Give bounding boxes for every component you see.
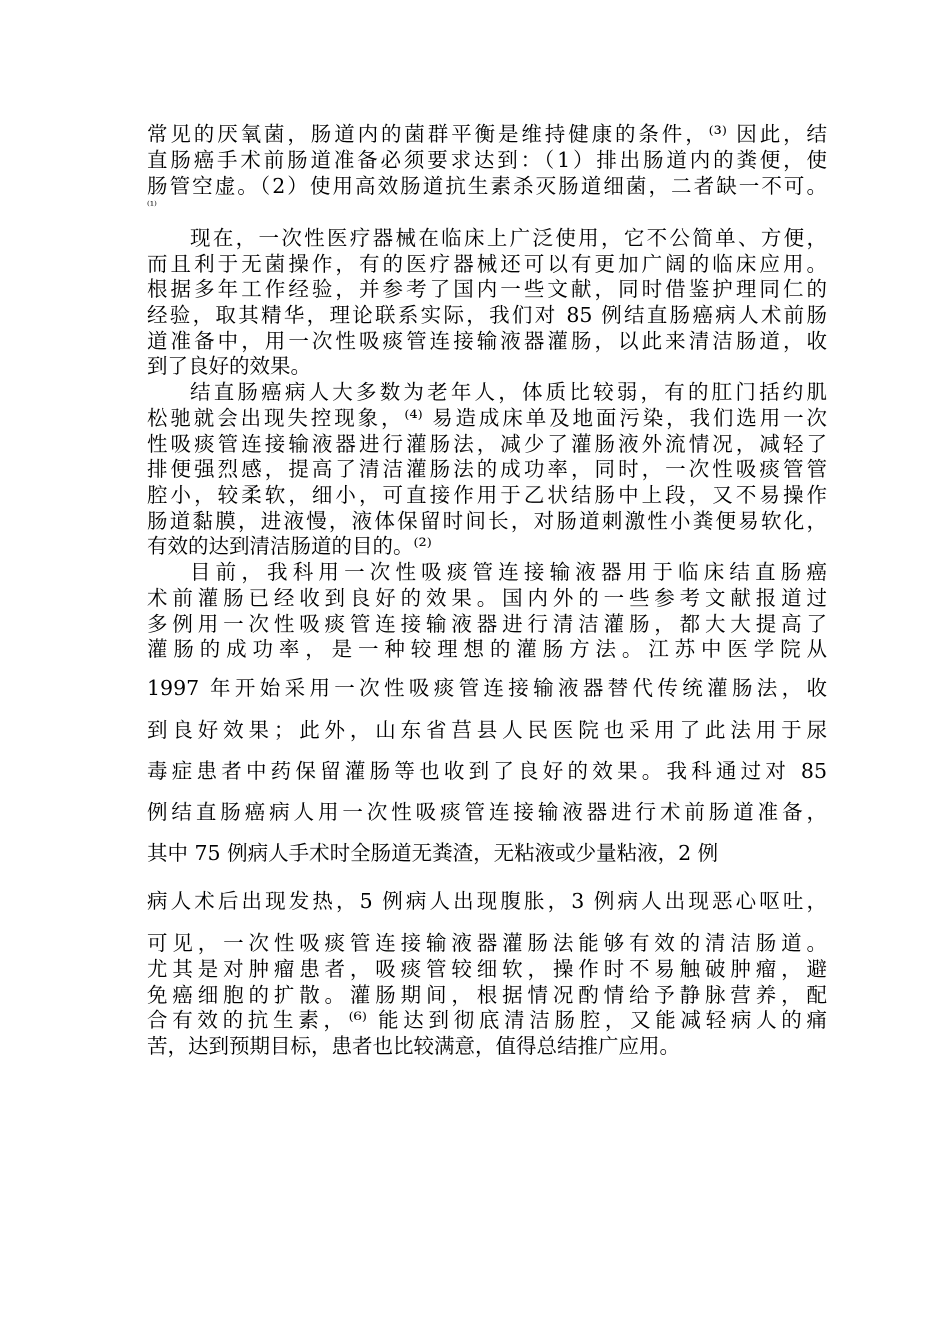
text-line: 到了良好的效果。 [147, 354, 311, 378]
text-line: 可见，一次性吸痰管连接输液器灌肠法能够有效的清洁肠道。 [147, 931, 827, 955]
text-line: 性吸痰管连接输液器进行灌肠法，减少了灌肠液外流情况，减轻了 [147, 432, 827, 456]
text-line: 目前，我科用一次性吸痰管连接输液器用于临床结直肠癌 [190, 560, 827, 584]
text-line: 现在，一次性医疗器械在临床上广泛使用，它不公简单、方便， [190, 226, 827, 250]
text-line: 例结直肠癌病人用一次性吸痰管连接输液器进行术前肠道准备， [147, 800, 827, 824]
text-line: 肠管空虚。（2）使用高效肠道抗生素杀灭肠道细菌，二者缺一不可。 [147, 174, 827, 198]
text-line: 腔小，较柔软，细小，可直接作用于乙状结肠中上段，又不易操作 [147, 483, 827, 507]
text-line: 松驰就会出现失控现象，⁽⁴⁾ 易造成床单及地面污染，我们选用一次 [147, 406, 827, 430]
text-line: 直肠癌手术前肠道准备必须要求达到：（1）排出肠道内的粪便，使 [147, 148, 827, 172]
text-line: 1997 年开始采用一次性吸痰管连接输液器替代传统灌肠法，收 [147, 676, 827, 700]
text-line: 经验，取其精华，理论联系实际，我们对 85 例结直肠癌病人术前肠 [147, 303, 827, 327]
text-line: 排便强烈感，提高了清洁灌肠法的成功率，同时，一次性吸痰管管 [147, 457, 827, 481]
text-line: 苦，达到预期目标，患者也比较满意，值得总结推广应用。 [147, 1034, 680, 1058]
text-line: 根据多年工作经验，并参考了国内一些文献，同时借鉴护理同仁的 [147, 277, 827, 301]
text-line: 肠道黏膜，进液慢，液体保留时间长，对肠道刺激性小粪便易软化， [147, 509, 827, 533]
text-line: 术前灌肠已经收到良好的效果。国内外的一些参考文献报道过 [147, 586, 827, 610]
text-line: 有效的达到清洁肠道的目的。⁽²⁾ [147, 534, 432, 558]
text-line: 结直肠癌病人大多数为老年人，体质比较弱，有的肛门括约肌 [190, 380, 827, 404]
text-line: 其中 75 例病人手术时全肠道无粪渣，无粘液或少量粘液，2 例 [147, 841, 719, 865]
text-line: 多例用一次性吸痰管连接输液器进行清洁灌肠，都大大提高了 [147, 612, 827, 636]
text-line: 合有效的抗生素，⁽⁶⁾ 能达到彻底清洁肠腔，又能减轻病人的痛 [147, 1008, 827, 1032]
footnote-marker: ⁽¹⁾ [147, 199, 157, 212]
text-line: 毒症患者中药保留灌肠等也收到了良好的效果。我科通过对 85 [147, 759, 827, 783]
text-line: 病人术后出现发热，5 例病人出现腹胀，3 例病人出现恶心呕吐， [147, 889, 827, 913]
text-line: 道准备中，用一次性吸痰管连接输液器灌肠，以此来清洁肠道，收 [147, 329, 827, 353]
text-line: 灌肠的成功率，是一种较理想的灌肠方法。江苏中医学院从 [147, 637, 827, 661]
text-line: 免癌细胞的扩散。灌肠期间，根据情况酌情给予静脉营养，配 [147, 983, 827, 1007]
text-line: 而且利于无菌操作，有的医疗器械还可以有更加广阔的临床应用。 [147, 252, 827, 276]
text-line: 常见的厌氧菌，肠道内的菌群平衡是维持健康的条件，⁽³⁾ 因此，结 [147, 122, 827, 146]
text-line: 尤其是对肿瘤患者，吸痰管较细软，操作时不易触破肿瘤，避 [147, 957, 827, 981]
text-line: 到良好效果；此外，山东省莒县人民医院也采用了此法用于尿 [147, 718, 827, 742]
